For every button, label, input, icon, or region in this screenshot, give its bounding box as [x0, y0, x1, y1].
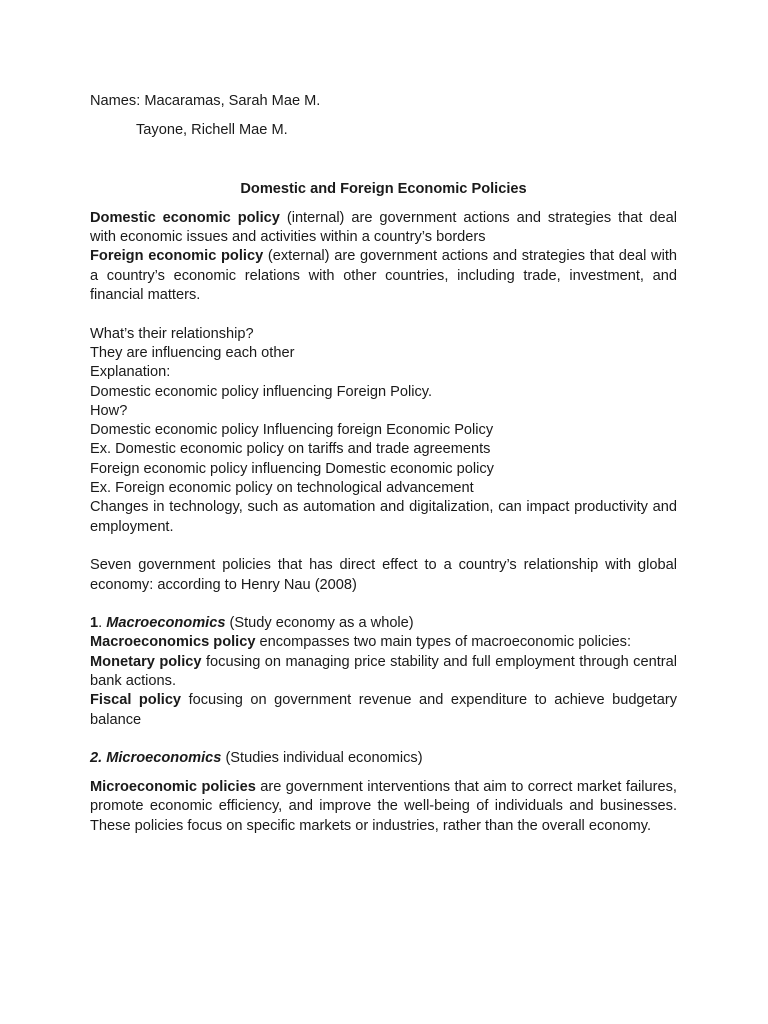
- micro-subtitle: (Studies individual economics): [221, 750, 423, 767]
- macro-dot: .: [98, 615, 107, 632]
- monetary-policy: [90, 653, 677, 692]
- fiscal-text: focusing on government revenue and expenditure to achieve budgetary balance: [90, 692, 677, 728]
- technology-changes: Changes in technology, such as automation and digitalization, can impact productivity and employment.: [90, 499, 677, 535]
- relationship-question: What’s their relationship?: [90, 325, 254, 342]
- macro-policy-text: encompasses two main types of macroeconomic policies:: [255, 634, 631, 651]
- foreign-text: (external) are government actions and strategies that deal with a country’s economic relations with other countries, including trade, investment, and financial matters.: [90, 248, 677, 304]
- macro-policy-term: Macroeconomics policy: [90, 634, 256, 651]
- example-1: Ex. Domestic economic policy on tariffs and trade agreements: [90, 441, 491, 458]
- explanation-line-1: Domestic economic policy influencing Foreign Policy.: [90, 383, 433, 400]
- explanation-line-3: Foreign economic policy influencing Domestic economic policy: [90, 460, 494, 477]
- macro-subtitle: (Study economy as a whole): [225, 615, 414, 632]
- relationship-answer: They are influencing each other: [90, 344, 295, 361]
- micro-policy: [90, 778, 677, 836]
- how-label: How?: [90, 402, 128, 419]
- monetary-term: Monetary policy: [90, 653, 202, 670]
- seven-policies-intro: Seven government policies that has direct effect to a country’s relationship with global economy: according to Henry Nau (2008): [90, 557, 677, 593]
- monetary-text: focusing on managing price stability and full employment through central bank actions.: [90, 653, 677, 690]
- fiscal-term: Fiscal policy: [90, 692, 182, 709]
- domestic-definition: [90, 209, 677, 248]
- macro-policy: [90, 633, 677, 652]
- micro-policy-text: are government interventions that aim to correct market failures, promote economic efficiency, and improve the well-being of individuals and businesses. These policies focus on specific markets or industries, rather than the overall economy.: [90, 779, 677, 834]
- explanation-line-2: Domestic economic policy Influencing foreign Economic Policy: [90, 422, 494, 439]
- domestic-text: (internal) are government actions and strategies that deal with economic issues and activities within a country’s borders: [90, 209, 677, 246]
- foreign-term: Foreign economic policy: [90, 248, 264, 265]
- explanation-label: Explanation:: [90, 364, 171, 381]
- micro-policy-term: Microeconomic policies: [90, 779, 256, 795]
- micro-heading: [90, 749, 677, 768]
- macro-title: Macroeconomics: [106, 615, 226, 632]
- macro-number: 1: [90, 615, 99, 632]
- fiscal-policy: [90, 691, 677, 730]
- example-2: Ex. Foreign economic policy on technological advancement: [90, 480, 474, 497]
- names-line-1: Names: Macaramas, Sarah Mae M.: [90, 93, 321, 109]
- micro-title: 2. Microeconomics: [90, 750, 222, 767]
- names-line-2: Tayone, Richell Mae M.: [136, 122, 288, 139]
- macro-heading: [90, 614, 677, 633]
- document-title: Domestic and Foreign Economic Policies: [240, 180, 527, 197]
- foreign-definition: [90, 247, 677, 305]
- document-page: [90, 92, 677, 836]
- domestic-term: Domestic economic policy: [90, 209, 280, 226]
